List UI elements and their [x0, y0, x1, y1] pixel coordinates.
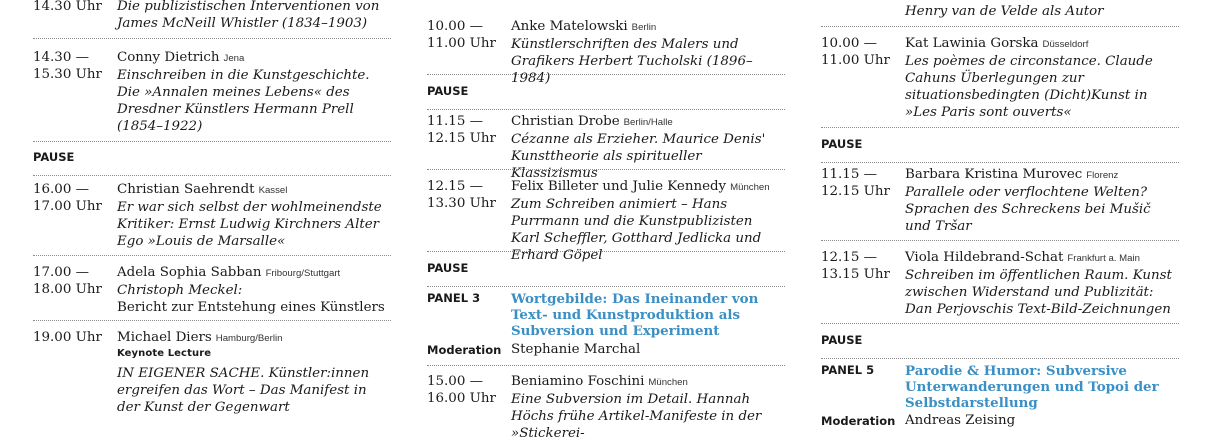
- program-entry: [33, 0, 391, 39]
- keynote-label: Keynote Lecture: [117, 348, 212, 359]
- entry-title: Zum Schreiben animiert – Hans Purrmann und die Kunstpublizisten Karl Scheffler, Gotthard Jedlicka und Erhard Göpel: [511, 197, 762, 263]
- divider: [427, 365, 785, 366]
- entry-time: 10.00 — 11.00 Uhr: [821, 36, 890, 68]
- entry-title: Henry van de Velde als Autor: [905, 4, 1104, 19]
- entry-time: 14.30 — 15.30 Uhr: [33, 50, 102, 82]
- program-entry: [427, 178, 785, 263]
- program-entry: [427, 373, 785, 441]
- entry-time: 15.00 — 16.00 Uhr: [427, 374, 496, 406]
- panel-label: PANEL 3: [427, 291, 481, 305]
- speaker-location: Kassel: [258, 185, 288, 196]
- speaker-name: Viola Hildebrand-Schat: [905, 250, 1064, 265]
- program-entry: [821, 166, 1179, 241]
- program-entry: [427, 18, 785, 86]
- entry-title: Die publizistischen Interventionen von James McNeill Whistler (1834–1903): [117, 0, 380, 31]
- speaker-location: Berlin: [631, 22, 657, 33]
- entry-time: 11.15 — 12.15 Uhr: [427, 114, 496, 146]
- entry-subtitle: Christoph Meckel:: [117, 283, 243, 298]
- speaker-location: München: [648, 377, 688, 388]
- entry-title: Er war sich selbst der wohlmeinendste Kritiker: Ernst Ludwig Kirchners Alter Ego »Louis de Marsalle«: [117, 200, 382, 249]
- moderator-name: Andreas Zeising: [905, 413, 1016, 428]
- speaker-name: Conny Dietrich: [117, 50, 220, 65]
- speaker-name: Kat Lawinia Gorska: [905, 36, 1039, 51]
- entry-time: 14.30 Uhr: [33, 0, 102, 14]
- speaker-name: Christian Saehrendt: [117, 182, 255, 197]
- speaker-name: Adela Sophia Sabban: [117, 265, 262, 280]
- entry-time: 12.15 — 13.30 Uhr: [427, 179, 496, 211]
- entry-title: Les poèmes de circonstance. Claude Cahuns Überlegungen zur situationsbedingten (Dicht)Kunst in »Les Paris sont ouverts«: [905, 54, 1153, 120]
- speaker-location: Düsseldorf: [1042, 39, 1089, 50]
- program-entry: [33, 49, 391, 142]
- panel-title: Parodie & Humor: Subversive Unterwanderungen und Topoi der Selbstdarstellung: [905, 363, 1159, 411]
- pause-label: PAUSE: [427, 260, 785, 287]
- panel-title: Wortgebilde: Das Ineinander von Text- und Kunstproduktion als Subversion und Experiment: [511, 291, 759, 339]
- entry-time: 16.00 — 17.00 Uhr: [33, 182, 102, 214]
- entry-title: Schreiben im öffentlichen Raum. Kunst zwischen Widerstand und Publizität: Dan Perjovschis Text-Bild-Zeichnungen: [905, 268, 1172, 317]
- speaker-name: Beniamino Foschini: [511, 374, 645, 389]
- speaker-location: Florenz: [1086, 170, 1119, 181]
- entry-title: Bericht zur Entstehung eines Künstlers: [117, 300, 385, 315]
- speaker-location: Jena: [223, 53, 245, 64]
- speaker-name: Anke Matelowski: [511, 19, 628, 34]
- entry-time: 12.15 — 13.15 Uhr: [821, 250, 890, 282]
- speaker-location: Hamburg/Berlin: [215, 333, 283, 344]
- entry-title: Parallele oder verflochtene Welten? Sprachen des Schreckens bei Mušič und Tršar: [905, 185, 1151, 234]
- program-entry: [33, 181, 391, 256]
- program-entry: [821, 3, 1179, 27]
- moderation-label: Moderation: [427, 343, 502, 357]
- moderation-label: Moderation: [821, 414, 896, 428]
- entry-title: IN EIGENER SACHE. Künstler:innen ergreifen das Wort – Das Manifest in der Kunst der Gegenwart: [117, 366, 370, 415]
- pause-label: PAUSE: [821, 136, 1179, 163]
- entry-time: 17.00 — 18.00 Uhr: [33, 265, 102, 297]
- speaker-location: Frankfurt a. Main: [1067, 253, 1140, 264]
- entry-time: 10.00 — 11.00 Uhr: [427, 19, 496, 51]
- speaker-location: Berlin/Halle: [623, 117, 673, 128]
- entry-title: Eine Subversion im Detail. Hannah Höchs frühe Artikel-Manifeste in der »Stickerei-: [511, 392, 762, 441]
- pause-label: PAUSE: [821, 332, 1179, 359]
- speaker-location: München: [730, 182, 770, 193]
- speaker-name: Barbara Kristina Murovec: [905, 167, 1083, 182]
- program-entry: [821, 249, 1179, 324]
- pause-label: PAUSE: [33, 149, 391, 176]
- speaker-location: Fribourg/Stuttgart: [265, 268, 341, 279]
- speaker-name: Felix Billeter und Julie Kennedy: [511, 179, 727, 194]
- program-entry: [427, 113, 785, 181]
- program-entry: [33, 264, 391, 321]
- entry-title: Künstlerschriften des Malers und Grafikers Herbert Tucholski (1896–1984): [511, 37, 753, 86]
- speaker-name: Christian Drobe: [511, 114, 620, 129]
- moderator-name: Stephanie Marchal: [511, 342, 641, 357]
- entry-time: 11.15 — 12.15 Uhr: [821, 167, 890, 199]
- entry-title: Einschreiben in die Kunstgeschichte. Die »Annalen meines Lebens« des Dresdner Künstlers Hermann Prell (1854–1922): [117, 68, 370, 134]
- speaker-name: Michael Diers: [117, 330, 212, 345]
- panel-label: PANEL 5: [821, 363, 875, 377]
- entry-time: 19.00 Uhr: [33, 330, 102, 345]
- entry-title: Cézanne als Erzieher. Maurice Denis' Kunsttheorie als spiritueller Klassizismus: [511, 132, 766, 181]
- program-entry: [821, 35, 1179, 128]
- pause-label: PAUSE: [427, 83, 785, 110]
